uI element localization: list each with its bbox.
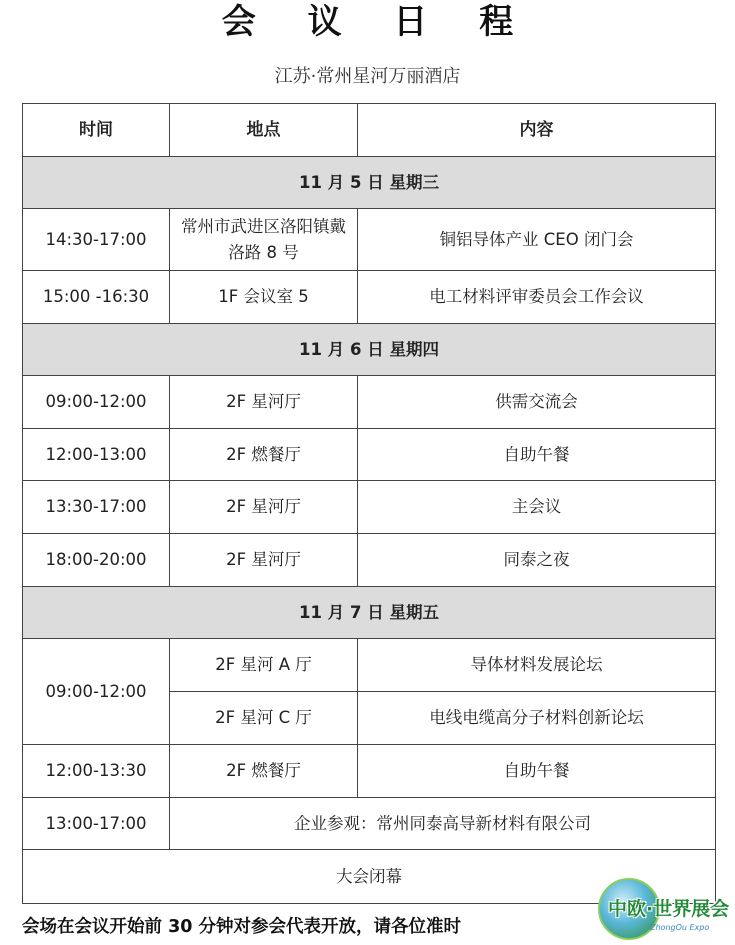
row-place: 2F 星河厅 [170, 481, 358, 534]
row-content: 同泰之夜 [358, 534, 716, 587]
row-time: 09:00-12:00 [23, 639, 170, 745]
header-place: 地点 [170, 104, 358, 157]
table-row [23, 481, 716, 534]
table-row [23, 639, 716, 692]
row-place: 2F 星河厅 [170, 376, 358, 429]
day-header-row [23, 157, 716, 209]
row-content: 主会议 [358, 481, 716, 534]
header-content: 内容 [358, 104, 716, 157]
expo-logo [596, 876, 732, 942]
day-label-nov5: 11 月 5 日 星期三 [23, 157, 716, 209]
venue-subtitle: 江苏·常州星河万丽酒店 [274, 66, 461, 87]
day-label-nov6: 11 月 6 日 星期四 [23, 324, 716, 376]
table-row [23, 745, 716, 798]
row-time: 09:00-12:00 [23, 376, 170, 429]
page-title: 会 议 日 程 [221, 2, 534, 42]
row-content: 电线电缆高分子材料创新论坛 [358, 692, 716, 745]
footer-note: 会场在会议开始前 30 分钟对参会代表开放，请各位准时 [22, 917, 462, 937]
row-time: 18:00-20:00 [23, 534, 170, 587]
day-header-row [23, 324, 716, 376]
row-content: 铜铝导体产业 CEO 闭门会 [358, 209, 716, 271]
row-place: 2F 星河 A 厅 [170, 639, 358, 692]
row-content: 导体材料发展论坛 [358, 639, 716, 692]
day-label-nov7: 11 月 7 日 星期五 [23, 587, 716, 639]
row-time: 13:30-17:00 [23, 481, 170, 534]
row-place: 常州市武进区洛阳镇戴洛路 8 号 [170, 209, 358, 271]
row-content: 自助午餐 [358, 745, 716, 798]
table-row [23, 271, 716, 324]
row-content: 自助午餐 [358, 429, 716, 481]
table-row [23, 534, 716, 587]
row-content: 企业参观：常州同泰高导新材料有限公司 [170, 798, 716, 850]
table-row [23, 429, 716, 481]
table-row [23, 376, 716, 429]
row-content: 电工材料评审委员会工作会议 [358, 271, 716, 324]
day-header-row [23, 587, 716, 639]
row-time: 12:00-13:30 [23, 745, 170, 798]
row-time: 12:00-13:00 [23, 429, 170, 481]
table-row [23, 209, 716, 271]
table-row [23, 798, 716, 850]
schedule-table [22, 103, 716, 904]
row-time: 13:00-17:00 [23, 798, 170, 850]
row-place: 2F 星河厅 [170, 534, 358, 587]
logo-brand-text: 中欧·世界展会 [608, 898, 730, 920]
logo-sub-text: ZhongOu Expo [650, 923, 710, 932]
row-place: 2F 燃餐厅 [170, 745, 358, 798]
row-time: 15:00 -16:30 [23, 271, 170, 324]
row-place: 1F 会议室 5 [170, 271, 358, 324]
row-content: 供需交流会 [358, 376, 716, 429]
row-place: 2F 星河 C 厅 [170, 692, 358, 745]
row-time: 14:30-17:00 [23, 209, 170, 271]
header-time: 时间 [23, 104, 170, 157]
table-header-row [23, 104, 716, 157]
row-place: 2F 燃餐厅 [170, 429, 358, 481]
closing-label: 大会闭幕 [23, 850, 716, 904]
